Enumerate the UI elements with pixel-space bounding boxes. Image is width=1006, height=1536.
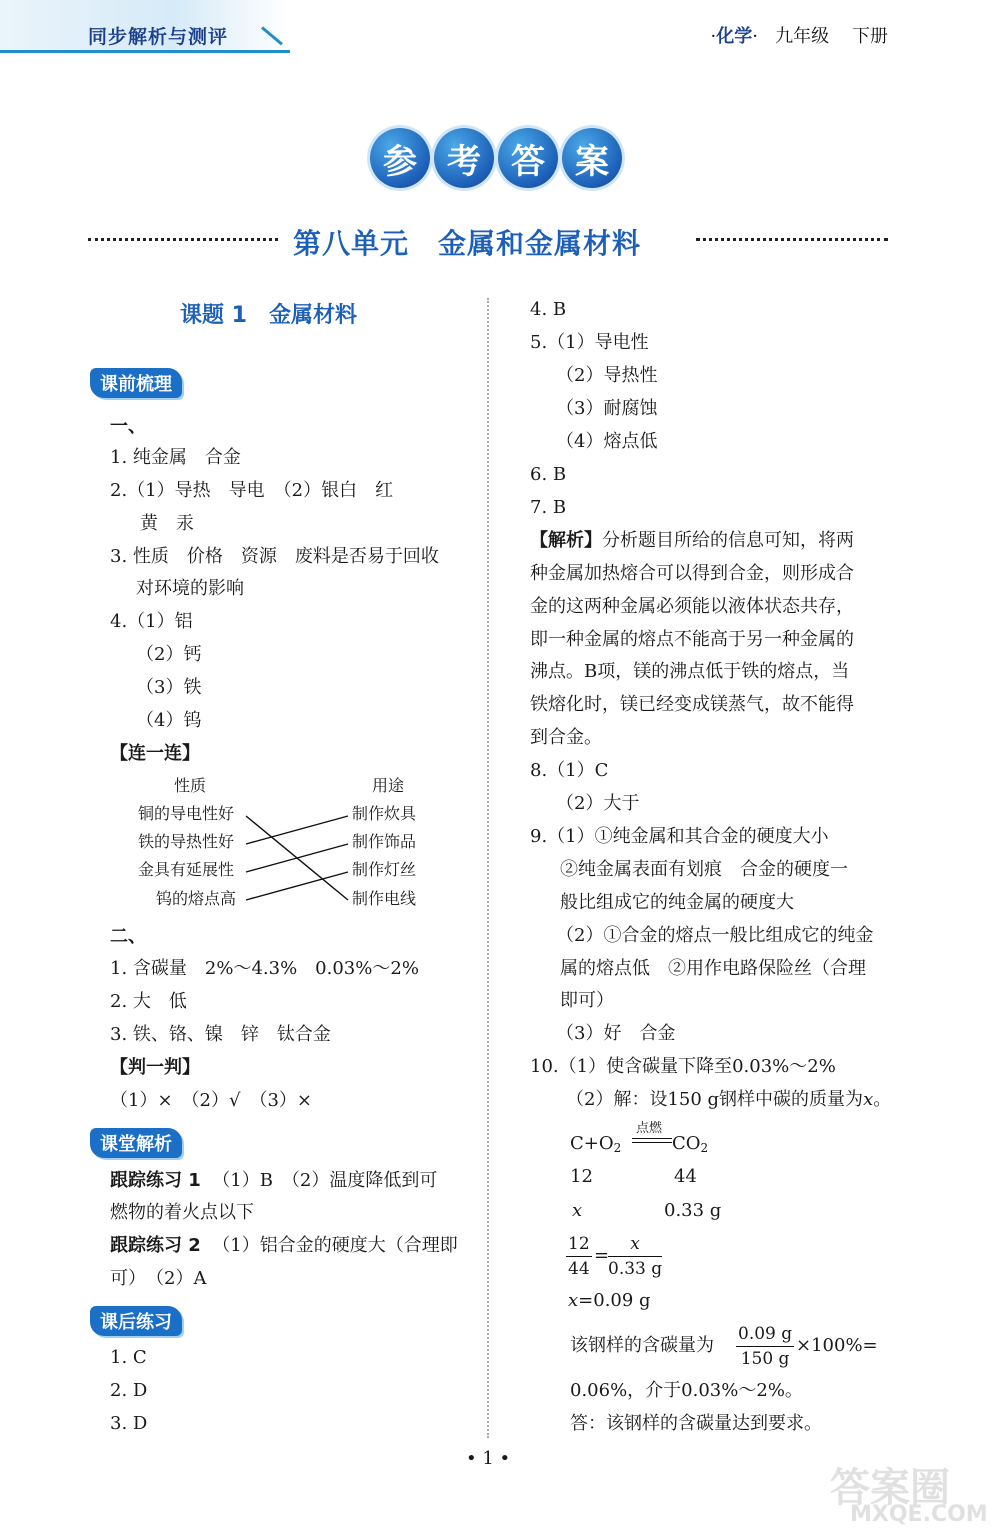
denominator: 150 g	[740, 1349, 790, 1369]
fraction-12-44	[566, 1234, 592, 1279]
judge-heading: 【判一判】	[110, 1057, 200, 1078]
answer-line: 对环境的影响	[136, 578, 244, 599]
fraction-x-033	[608, 1234, 662, 1279]
unit-title: 第八单元 金属和金属材料	[293, 227, 642, 260]
answer-line: （2）①合金的熔点一般比组成它的纯金	[556, 925, 874, 946]
watermark-url: MXQE.COM	[850, 1502, 988, 1527]
analysis-text: 分析题目所给的信息可知，将两	[602, 530, 854, 551]
grade: 九年级	[775, 26, 830, 47]
eq-arrow-bottom	[632, 1142, 672, 1143]
part-heading: 一、	[110, 416, 146, 437]
eq-product	[672, 1135, 708, 1154]
track-label: 跟踪练习 2	[110, 1235, 201, 1256]
denominator: 0.33 g	[608, 1259, 663, 1279]
answer-line: 即可）	[560, 990, 614, 1011]
section-tag-pre: 课前梳理	[90, 368, 182, 398]
connect-line	[246, 816, 348, 900]
watermark-logo	[830, 1456, 1000, 1536]
connect-line	[246, 816, 348, 844]
subject-info: ·化学· 九年级 下册	[710, 26, 888, 47]
answer-line: 3. 铁、铬、镍 锌 钛合金	[110, 1024, 331, 1045]
connect-right-item: 制作电线	[352, 889, 417, 908]
header-underline	[0, 50, 290, 53]
dotted-rule-right	[696, 238, 888, 241]
analysis-line: 种金属加热熔合可以得到合金，则形成合	[530, 563, 854, 584]
answer-line: （2）钙	[136, 644, 202, 665]
answer-title	[370, 128, 622, 188]
track-exercise-1	[110, 1172, 437, 1190]
answer-line: 3. D	[110, 1413, 148, 1434]
answer-line: 6. B	[530, 464, 567, 485]
carbon-content-label: 该钢样的含碳量为	[570, 1335, 714, 1356]
answer-line: （4）熔点低	[556, 431, 658, 452]
solution-text: （2）解：设150 g钢样中碳的质量为	[566, 1089, 864, 1110]
analysis-label: 【解析】	[530, 530, 602, 551]
watermark-text: 答案圈	[830, 1465, 950, 1511]
numerator: 12	[566, 1234, 592, 1257]
answer-line: （3）好 合金	[556, 1023, 676, 1044]
unit-heading	[88, 222, 888, 258]
answer-line: 属的熔点低 ②用作电路保险丝（合理	[560, 958, 866, 979]
volume: 下册	[852, 26, 888, 47]
answer-line: 黄 汞	[140, 513, 194, 534]
answer-line: （1）× （2）√ （3）×	[110, 1090, 312, 1111]
part-heading: 二、	[110, 926, 146, 947]
answer-line: （3）铁	[136, 677, 202, 698]
answer-line: 9.（1）①纯金属和其合金的硬度大小	[530, 826, 829, 847]
eq-co2-subscript: 2	[700, 1141, 709, 1155]
eq-arrow-top	[632, 1138, 672, 1139]
answer-line: （4）钨	[136, 710, 202, 731]
answer-line: 3. 性质 价格 资源 废料是否易于回收	[110, 546, 439, 567]
connect-left-item: 金具有延展性	[138, 860, 235, 879]
answer-line: 可） （2）A	[110, 1268, 207, 1289]
eq-given-mass: 0.33 g	[664, 1200, 722, 1221]
track-exercise-2	[110, 1237, 458, 1255]
answer-line: 2.（1）导热 导电 （2）银白 红	[110, 480, 394, 501]
answer-line: 1. 含碳量 2%～4.3% 0.03%～2%	[110, 958, 419, 979]
title-char: 案	[562, 128, 622, 188]
equals-sign: =	[594, 1245, 610, 1266]
connect-heading: 【连一连】	[110, 743, 200, 764]
answer-line	[566, 1091, 891, 1109]
numerator: 0.09 g	[736, 1324, 794, 1347]
answer-line: 5.（1）导电性	[530, 332, 649, 353]
page-number: • 1 •	[466, 1448, 511, 1469]
analysis-line	[530, 532, 854, 550]
connect-right-item: 制作炊具	[352, 804, 417, 823]
answer-line: 2. 大 低	[110, 991, 187, 1012]
numerator: x	[608, 1234, 662, 1257]
eq-o2-subscript: 2	[613, 1141, 622, 1155]
title-char: 答	[498, 128, 558, 188]
analysis-line: 到合金。	[530, 727, 602, 748]
eq-molar-mass: 44	[674, 1166, 697, 1187]
book-title: 同步解析与测评	[88, 26, 229, 48]
eq-co2: CO	[672, 1133, 701, 1154]
connect-left-header: 性质	[174, 776, 207, 795]
lesson-title: 课题 1 金属材料	[180, 303, 357, 328]
analysis-line: 金的这两种金属必须能以液体状态共存，	[530, 596, 854, 617]
solution-end: 。	[873, 1089, 892, 1110]
answer-line: 10.（1）使含碳量下降至0.03%～2%	[530, 1056, 836, 1077]
result-var: x	[568, 1290, 579, 1311]
result-value: =0.09 g	[578, 1290, 651, 1311]
section-tag-class: 课堂解析	[90, 1128, 182, 1158]
answer-line: （2）大于	[556, 793, 640, 814]
eq-molar-mass: 12	[570, 1166, 593, 1187]
connect-left-item: 铁的导热性好	[138, 832, 235, 851]
answer-line: 2. D	[110, 1380, 148, 1401]
section-tag-after: 课后练习	[90, 1306, 182, 1336]
answer-line: 0.06%，介于0.03%～2%。	[570, 1380, 803, 1401]
carbon-content-end: ×100%=	[796, 1335, 878, 1356]
connect-line	[246, 872, 348, 900]
column-divider	[487, 298, 489, 1438]
connect-left-item: 铜的导电性好	[138, 804, 235, 823]
answer-line: 8.（1）C	[530, 760, 609, 781]
connect-right-item: 制作灯丝	[352, 860, 417, 879]
eq-unknown: x	[572, 1200, 583, 1221]
eq-result	[568, 1292, 651, 1310]
connect-left-item: 钨的熔点高	[156, 889, 237, 908]
track-label: 跟踪练习 1	[110, 1170, 201, 1191]
answer-line: （2）导热性	[556, 365, 658, 386]
track-answer: （1）B （2）温度降低到可	[212, 1170, 438, 1191]
denominator: 44	[568, 1259, 590, 1279]
answer-line: 7. B	[530, 497, 567, 518]
answer-line: ②纯金属表面有划痕 合金的硬度一	[560, 859, 848, 880]
track-answer: （1）铝合金的硬度大（合理即	[212, 1235, 458, 1256]
analysis-line: 沸点。B项，镁的沸点低于铁的熔点，当	[530, 661, 850, 682]
fraction-009-150	[736, 1324, 794, 1369]
answer-line: 1. C	[110, 1347, 147, 1368]
dotted-rule-left	[88, 238, 278, 241]
analysis-line: 铁熔化时，镁已经变成镁蒸气，故不能得	[530, 694, 854, 715]
answer-line: （3）耐腐蚀	[556, 398, 658, 419]
eq-reactants: C+O	[570, 1133, 614, 1154]
connect-right-item: 制作饰品	[352, 832, 417, 851]
title-char: 参	[370, 128, 430, 188]
connect-line	[246, 844, 348, 872]
title-char: 考	[434, 128, 494, 188]
answer-line: 4.（1）铝	[110, 611, 193, 632]
connect-right-header: 用途	[372, 776, 405, 795]
final-answer: 答：该钢样的含碳量达到要求。	[570, 1413, 822, 1434]
chemical-equation	[570, 1135, 621, 1154]
variable-x: x	[863, 1089, 874, 1110]
answer-line: 般比组成它的纯金属的硬度大	[560, 892, 794, 913]
answer-line: 4. B	[530, 299, 567, 320]
subject: 化学	[716, 26, 753, 47]
eq-condition: 点燃	[636, 1121, 663, 1136]
answer-line: 燃物的着火点以下	[110, 1202, 254, 1223]
analysis-line: 即一种金属的熔点不能高于另一种金属的	[530, 629, 854, 650]
answer-line: 1. 纯金属 合金	[110, 447, 241, 468]
